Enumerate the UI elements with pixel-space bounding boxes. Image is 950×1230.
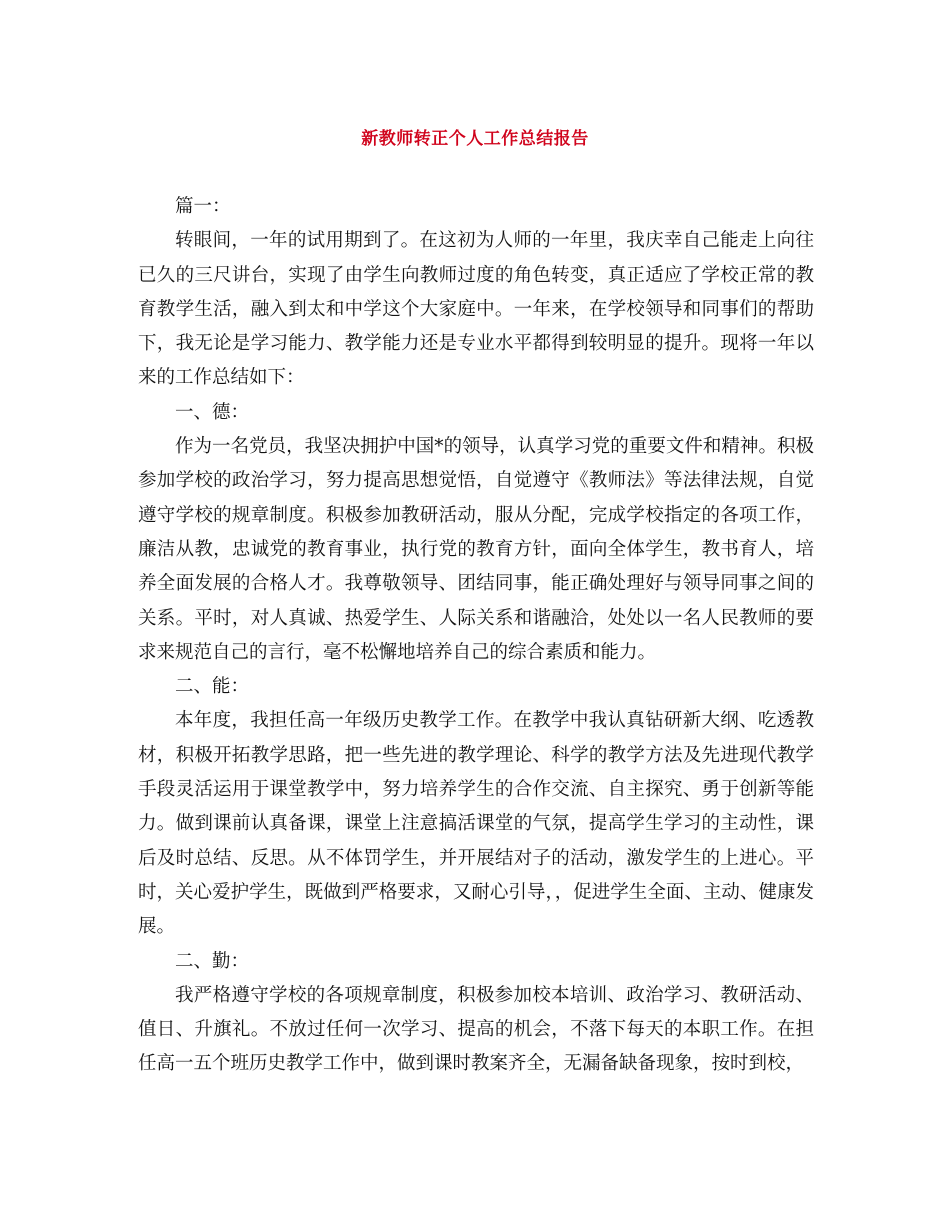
paragraph-heading-neng: 二、能： bbox=[175, 676, 250, 698]
paragraph-qin: 我严格遵守学校的各项规章制度，积极参加校本培训、政治学习、教研活动、值日、升旗礼。不放过任何一次学习、提高的机会，不落下每天的本职工作。在担任高一五个班历史教学工作中，做到课时教案齐全，无漏备缺备现象，按时到校， bbox=[138, 984, 814, 1075]
paragraph-intro: 转眼间，一年的试用期到了。在这初为人师的一年里，我庆幸自己能走上向往已久的三尺讲台，实现了由学生向教师过度的角色转变，真正适应了学校正常的教育教学生活，融入到太和中学这个大家庭中。一年来，在学校领导和同事们的帮助下，我无论是学习能力、教学能力还是专业水平都得到较明显的提升。现将一年以来的工作总结如下： bbox=[138, 230, 814, 389]
paragraph-section-heading: 篇一： bbox=[175, 196, 231, 217]
paragraph-neng: 本年度，我担任高一年级历史教学工作。在教学中我认真钻研新大纲、吃透教材，积极开拓教学思路，把一些先进的教学理论、科学的教学方法及先进现代教学手段灵活运用于课堂教学中，努力培养学生的合作交流、自主探究、勇于创新等能力。做到课前认真备课，课堂上注意搞活课堂的气氛，提高学生学习的主动性，课后及时总结、反思。从不体罚学生，并开展结对子的活动，激发学生的上进心。平时，关心爱护学生，既做到严格要求，又耐心引导，，促进学生全面、主动、健康发展。 bbox=[138, 710, 814, 938]
paragraph-heading-de: 一、德： bbox=[175, 401, 250, 423]
paragraph-de: 作为一名党员，我坚决拥护中国*的领导，认真学习党的重要文件和精神。积极参加学校的政治学习，努力提高思想觉悟，自觉遵守《教师法》等法律法规，自觉遵守学校的规章制度。积极参加教研活动，服从分配，完成学校指定的各项工作，廉洁从教，忠诚党的教育事业，执行党的教育方针，面向全体学生，教书育人，培养全面发展的合格人才。我尊敬领导、团结同事，能正确处理好与领导同事之间的关系。平时，对人真诚、热爱学生、人际关系和谐融洽，处处以一名人民教师的要求来规范自己的言行，毫不松懈地培养自己的综合素质和能力。 bbox=[138, 436, 814, 663]
document-body bbox=[138, 190, 814, 1082]
document-title: 新教师转正个人工作总结报告 bbox=[361, 129, 589, 149]
paragraph-heading-qin: 二、勤： bbox=[175, 950, 250, 972]
